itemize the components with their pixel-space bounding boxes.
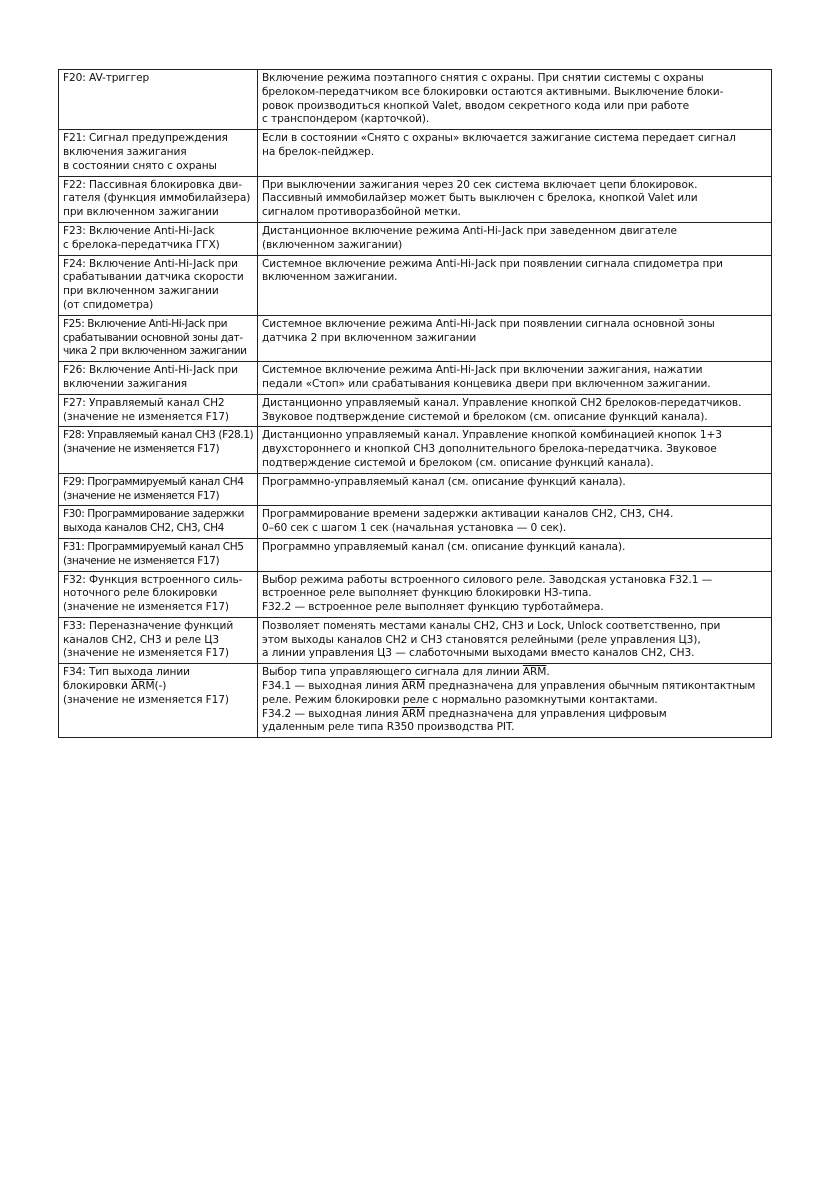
cell-line: блокировки $\overline{ARM}(-)$ bbox=[63, 680, 167, 693]
table-row-f24 bbox=[59, 255, 772, 315]
cell-line: ровок производиться кнопкой Valet, вводом секретного кода или при работе bbox=[262, 99, 690, 112]
function-description-cell bbox=[258, 394, 772, 427]
function-description-cell bbox=[258, 473, 772, 506]
cell-line: Выбор режима работы встроенного силового реле. Заводская установка F32.1 — bbox=[262, 573, 713, 586]
function-description-cell bbox=[258, 255, 772, 315]
cell-line: включения зажигания bbox=[63, 145, 187, 158]
cell-line: Пассивный иммобилайзер может быть выключен с брелока, кнопкой Valet или bbox=[262, 192, 698, 205]
cell-line: F26: Включение Anti-Hi-Jack при bbox=[63, 364, 238, 377]
cell-line: встроенное реле выполняет функцию блокировки НЗ-типа. bbox=[262, 587, 592, 600]
table-row-f27 bbox=[59, 394, 772, 427]
table-row-f26 bbox=[59, 362, 772, 395]
function-code-cell bbox=[59, 427, 258, 473]
function-description-cell bbox=[258, 664, 772, 738]
function-description-cell bbox=[258, 130, 772, 176]
function-description-cell bbox=[258, 571, 772, 617]
cell-line: Дистанционно управляемый канал. Управление кнопкой комбинацией кнопок 1+3 bbox=[262, 429, 722, 442]
cell-line: F23: Включение Anti-Hi-Jack bbox=[63, 224, 215, 237]
cell-line: F34.2 — выходная линия $\overline{ARM}$ предназначена для управления цифровым bbox=[262, 707, 667, 720]
cell-line: Системное включение режима Anti-Hi-Jack при появлении сигнала спидометра при bbox=[262, 257, 723, 270]
cell-line: Программно-управляемый канал (см. описание функций канала). bbox=[262, 475, 626, 488]
cell-line: F21: Сигнал предупреждения bbox=[63, 132, 228, 145]
cell-line: а линии управления Ц3 — слаботочными выходами вместо каналов CH2, CH3. bbox=[262, 647, 695, 660]
function-code-cell bbox=[59, 617, 258, 663]
table-row-f31 bbox=[59, 538, 772, 571]
cell-line: F34: Тип выхода линии bbox=[63, 666, 190, 679]
cell-line: реле. Режим блокировки реле с нормально разомкнутыми контактами. bbox=[262, 693, 658, 706]
function-code-cell bbox=[59, 664, 258, 738]
cell-line: F31: Программируемый канал CH5 bbox=[63, 540, 244, 553]
cell-line: этом выходы каналов CH2 и CH3 становятся релейными (реле управления Ц3), bbox=[262, 633, 701, 646]
cell-line: датчика 2 при включенном зажигании bbox=[262, 331, 477, 344]
cell-line: (значение не изменяется F17) bbox=[63, 489, 220, 502]
cell-line: F34.1 — выходная линия $\overline{ARM}$ предназначена для управления обычным пятиконтактным bbox=[262, 680, 756, 693]
function-description-cell bbox=[258, 362, 772, 395]
function-code-cell bbox=[59, 538, 258, 571]
cell-line: Если в состоянии «Снято с охраны» включается зажигание система передает сигнал bbox=[262, 132, 736, 145]
cell-line: Позволяет поменять местами каналы CH2, CH3 и Lock, Unlock соответственно, при bbox=[262, 619, 721, 632]
cell-line: Звуковое подтверждение системой и брелоком (см. описание функций канала). bbox=[262, 410, 708, 423]
arm-signal-label: $\overline{ARM}$ bbox=[401, 707, 426, 720]
cell-line: Системное включение режима Anti-Hi-Jack при появлении сигнала основной зоны bbox=[262, 317, 715, 330]
function-code-cell bbox=[59, 176, 258, 222]
function-code-cell bbox=[59, 222, 258, 255]
cell-line: F25: Включение Anti-Hi-Jack при bbox=[63, 317, 228, 330]
cell-line: удаленным реле типа R350 производства PIT. bbox=[262, 721, 515, 734]
cell-line: (значение не изменяется F17) bbox=[63, 601, 229, 614]
function-code-cell bbox=[59, 394, 258, 427]
cell-line: (значение не изменяется F17) bbox=[63, 443, 220, 456]
function-code-cell bbox=[59, 255, 258, 315]
cell-line: выхода каналов CH2, CH3, CH4 bbox=[63, 522, 224, 535]
function-code-cell bbox=[59, 130, 258, 176]
function-code-cell bbox=[59, 473, 258, 506]
table-row-f28 bbox=[59, 427, 772, 473]
cell-line: ноточного реле блокировки bbox=[63, 587, 218, 600]
arm-signal-label: $\overline{ARM}$ bbox=[401, 680, 426, 693]
function-description-cell bbox=[258, 427, 772, 473]
cell-line: при включенном зажигании bbox=[63, 206, 219, 219]
function-description-cell bbox=[258, 222, 772, 255]
cell-line: (включенном зажигании) bbox=[262, 238, 403, 251]
function-settings-table bbox=[58, 69, 772, 738]
arm-signal-label: $\overline{ARM}$ bbox=[131, 680, 155, 693]
cell-line: срабатывании основной зоны дат- bbox=[63, 331, 243, 344]
cell-line: при включенном зажигании bbox=[63, 285, 219, 298]
cell-line: на брелок-пейджер. bbox=[262, 145, 375, 158]
cell-line: двухстороннего и кнопкой CH3 дополнительного брелока-передатчика. Звуковое bbox=[262, 443, 717, 456]
cell-line: F33: Переназначение функций bbox=[63, 619, 234, 632]
cell-line: включенном зажигании. bbox=[262, 271, 398, 284]
function-description-cell bbox=[258, 70, 772, 130]
function-code-cell bbox=[59, 70, 258, 130]
table-row-f33 bbox=[59, 617, 772, 663]
function-description-cell bbox=[258, 538, 772, 571]
cell-line: F24: Включение Anti-Hi-Jack при bbox=[63, 257, 238, 270]
cell-line: Дистанционно управляемый канал. Управление кнопкой CH2 брелоков-передатчиков. bbox=[262, 396, 742, 409]
function-code-cell bbox=[59, 506, 258, 539]
table-row-f21 bbox=[59, 130, 772, 176]
cell-line: с брелока-передатчика ГГХ) bbox=[63, 238, 220, 251]
cell-line: с транспондером (карточкой). bbox=[262, 113, 430, 126]
document-page bbox=[58, 69, 771, 738]
function-description-cell bbox=[258, 506, 772, 539]
cell-line: включении зажигания bbox=[63, 377, 188, 390]
table-row-f30 bbox=[59, 506, 772, 539]
function-code-cell bbox=[59, 362, 258, 395]
cell-line: чика 2 при включенном зажигании bbox=[63, 345, 247, 358]
cell-line: F32.2 — встроенное реле выполняет функцию турботаймера. bbox=[262, 601, 604, 614]
cell-line: F28: Управляемый канал CH3 (F28.1) bbox=[63, 429, 254, 442]
cell-line: срабатывании датчика скорости bbox=[63, 271, 244, 284]
cell-line: Дистанционное включение режима Anti-Hi-Jack при заведенном двигателе bbox=[262, 224, 677, 237]
cell-line: Программно управляемый канал (см. описание функций канала). bbox=[262, 540, 626, 553]
cell-line: F27: Управляемый канал CH2 bbox=[63, 396, 225, 409]
cell-line: Включение режима поэтапного снятия с охраны. При снятии системы с охраны bbox=[262, 72, 704, 84]
cell-line: Выбор типа управляющего сигнала для линии $\overline{ARM}$. bbox=[262, 666, 550, 679]
table-row-f25 bbox=[59, 315, 772, 361]
cell-line: каналов CH2, CH3 и реле Ц3 bbox=[63, 633, 219, 646]
table-row-f32 bbox=[59, 571, 772, 617]
cell-line: (значение не изменяется F17) bbox=[63, 693, 229, 706]
cell-line: сигналом противоразбойной метки. bbox=[262, 206, 461, 219]
cell-line: F29: Программируемый канал CH4 bbox=[63, 475, 244, 488]
cell-line: Программирование времени задержки активации каналов CH2, CH3, CH4. bbox=[262, 508, 674, 521]
cell-line: гателя (функция иммобилайзера) bbox=[63, 192, 251, 205]
function-description-cell bbox=[258, 315, 772, 361]
table-row-f23 bbox=[59, 222, 772, 255]
function-code-cell bbox=[59, 571, 258, 617]
cell-line: F20: AV-триггер bbox=[63, 72, 150, 84]
table-row-f20 bbox=[59, 70, 772, 130]
cell-line: F30: Программирование задержки bbox=[63, 508, 244, 521]
cell-line: брелоком-передатчиком все блокировки остаются активными. Выключение блоки- bbox=[262, 85, 724, 98]
cell-line: подтверждение системой и брелоком (см. описание функций канала). bbox=[262, 456, 654, 469]
cell-line: (от спидометра) bbox=[63, 298, 154, 311]
table-row-f34 bbox=[59, 664, 772, 738]
cell-line: (значение не изменяется F17) bbox=[63, 647, 229, 660]
function-code-cell bbox=[59, 315, 258, 361]
table-row-f22 bbox=[59, 176, 772, 222]
function-description-cell bbox=[258, 617, 772, 663]
function-description-cell bbox=[258, 176, 772, 222]
cell-line: F22: Пассивная блокировка дви- bbox=[63, 178, 242, 191]
arm-signal-label: $\overline{ARM}$ bbox=[522, 666, 547, 679]
cell-line: педали «Стоп» или срабатывания концевика двери при включенном зажигании. bbox=[262, 377, 711, 390]
cell-line: (значение не изменяется F17) bbox=[63, 554, 220, 567]
cell-line: 0–60 сек с шагом 1 сек (начальная установка — 0 сек). bbox=[262, 522, 567, 535]
cell-line: в состоянии снято с охраны bbox=[63, 159, 217, 172]
cell-line: Системное включение режима Anti-Hi-Jack при включении зажигания, нажатии bbox=[262, 364, 703, 377]
cell-line: F32: Функция встроенного силь- bbox=[63, 573, 243, 586]
cell-line: (значение не изменяется F17) bbox=[63, 410, 229, 423]
cell-line: При выключении зажигания через 20 сек система включает цепи блокировок. bbox=[262, 178, 698, 191]
table-row-f29 bbox=[59, 473, 772, 506]
